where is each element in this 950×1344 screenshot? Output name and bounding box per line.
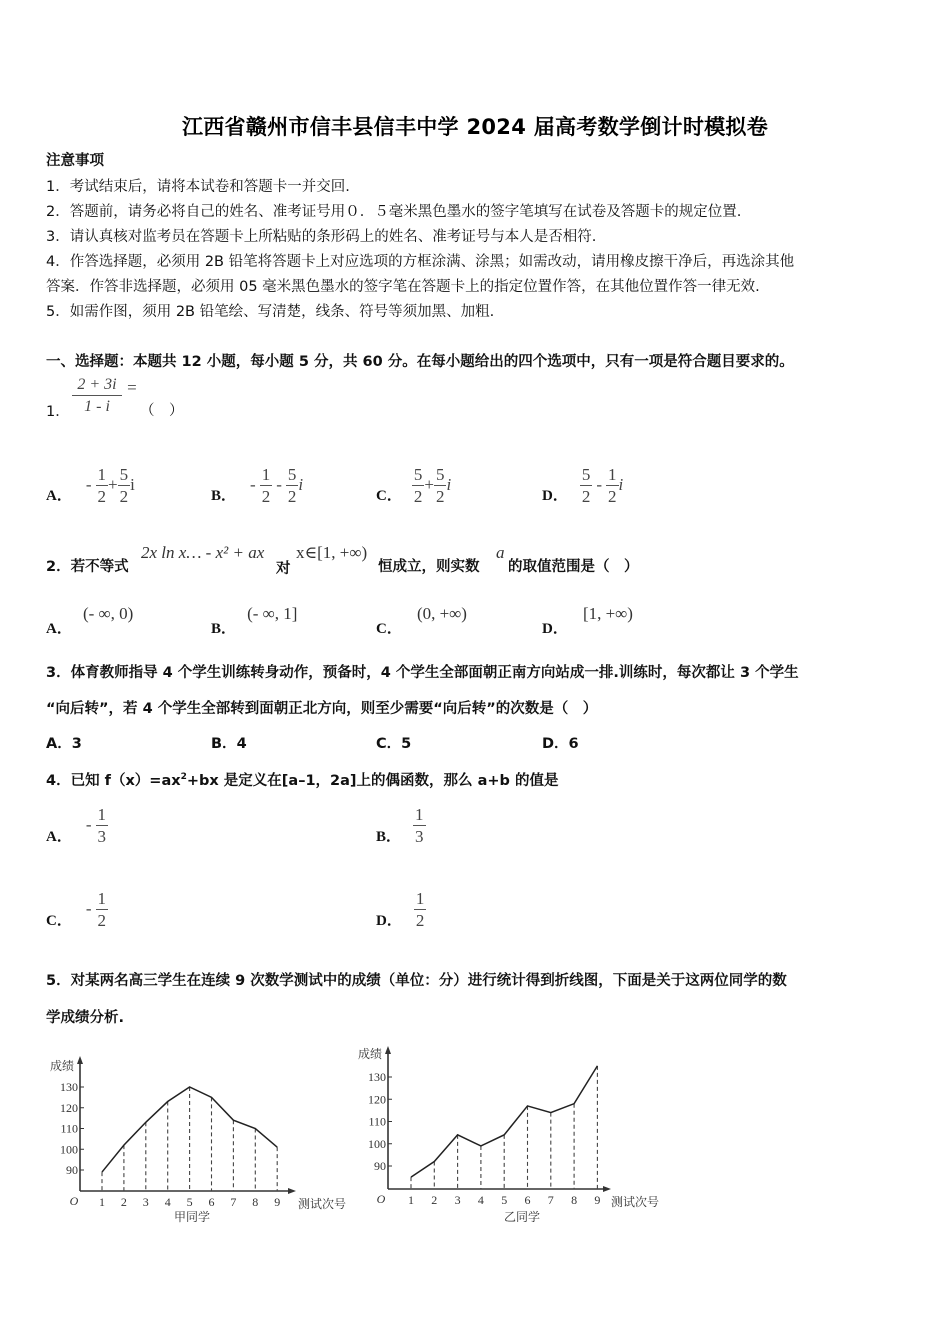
svg-text:成绩: 成绩 [50,1059,75,1073]
svg-text:110: 110 [60,1121,78,1136]
svg-text:4: 4 [164,1195,171,1209]
q1-option-c[interactable]: C． $\frac{5}{2}$ + $\frac{5}{2}$ i [376,464,452,506]
q2-option-d[interactable]: D． [1, +∞) [542,604,633,637]
svg-text:5: 5 [186,1195,193,1209]
svg-text:3: 3 [142,1195,149,1209]
svg-text:100: 100 [368,1136,386,1151]
q4-option-b[interactable]: B． $\frac{1}{3}$ [376,804,424,846]
svg-text:1: 1 [99,1195,105,1209]
svg-text:6: 6 [208,1195,215,1209]
svg-text:O: O [376,1192,386,1206]
page-title: 江西省赣州市信丰县信丰中学 2024 届高考数学倒计时模拟卷 [181,115,769,139]
q5-charts [0,1040,700,1240]
svg-text:2: 2 [431,1193,438,1207]
q2-for: 对 [276,561,291,577]
svg-text:90: 90 [374,1159,386,1173]
svg-text:2: 2 [120,1195,127,1209]
q3-stem-line1: 3．体育教师指导 4 个学生训练转身动作，预备时，4 个学生全部面朝正南方向站成一排.训练时，每次都让 3 个学生 [46,665,799,681]
q1-option-b[interactable]: B． - $\frac{1}{2}$ - $\frac{5}{2}$ i [211,464,304,506]
q1-blank: （ ） [140,403,184,419]
svg-text:乙同学: 乙同学 [503,1210,541,1224]
svg-text:O: O [69,1194,79,1208]
q2-option-a[interactable]: A． (- ∞, 0) [46,604,134,637]
svg-text:6: 6 [524,1193,531,1207]
svg-text:4: 4 [477,1193,484,1207]
svg-text:110: 110 [368,1114,386,1129]
q2-var: a [496,543,505,562]
q1-option-d[interactable]: D． $\frac{5}{2}$ - $\frac{1}{2}$ i [542,464,624,506]
svg-text:8: 8 [571,1193,578,1207]
notice-item-4: 4．作答选择题，必须用 2B 铅笔将答题卡上对应选项的方框涂满、涂黑；如需改动，请用橡皮擦干净后，再选涂其他 [46,254,795,270]
q2-domain: x∈[1, +∞) [296,543,368,562]
svg-text:1: 1 [408,1193,414,1207]
q2-stem-start: 2．若不等式 [46,559,129,575]
notice-item-3: 3．请认真核对监考员在答题卡上所粘贴的条形码上的姓名、准考证号与本人是否相符. [46,229,597,245]
svg-text:7: 7 [547,1193,554,1207]
q2-option-c[interactable]: C． (0, +∞) [376,604,467,637]
q3-option-a[interactable]: A．3 [46,736,82,752]
svg-text:90: 90 [66,1163,78,1177]
q4-option-c[interactable]: C． - $\frac{1}{2}$ [46,888,107,930]
q1-expression: $\frac{2 + 3i}{1 - i}$ = [72,375,137,416]
section-heading: 一、选择题：本题共 12 小题，每小题 5 分，共 60 分。在每小题给出的四个选项中，只有一项是符合题目要求的。 [46,354,794,370]
svg-text:甲同学: 甲同学 [173,1210,211,1224]
svg-text:120: 120 [60,1100,78,1115]
q4-option-a[interactable]: A． - $\frac{1}{3}$ [46,804,107,846]
line-charts [0,1040,700,1240]
svg-text:测试次号: 测试次号 [298,1197,347,1211]
svg-text:3: 3 [454,1193,461,1207]
notice-item-4-cont: 答案．作答非选择题，必须用 05 毫米黑色墨水的签字笔在答题卡上的指定位置作答，在其他位置作答一律无效. [46,279,760,295]
svg-text:9: 9 [274,1195,281,1209]
svg-text:测试次号: 测试次号 [611,1195,660,1209]
q3-option-c[interactable]: C．5 [376,736,412,752]
q5-stem-line1: 5．对某两名高三学生在连续 9 次数学测试中的成绩（单位：分）进行统计得到折线图，下面是关于这两位同学的数 [46,973,787,989]
q5-stem-line2: 学成绩分析. [46,1010,125,1026]
q2-inequality: 2x ln x… - x² + ax [141,543,265,562]
svg-text:5: 5 [501,1193,508,1207]
svg-text:120: 120 [368,1092,386,1107]
q2-tail2: 的取值范围是（ ） [508,559,639,575]
notice-item-1: 1．考试结束后，请将本试卷和答题卡一并交回. [46,179,350,195]
q3-option-d[interactable]: D．6 [542,736,579,752]
notice-item-5: 5．如需作图，须用 2B 铅笔绘、写清楚，线条、符号等须加黑、加粗. [46,304,495,320]
q3-stem-line2: “向后转”，若 4 个学生全部转到面朝正北方向，则至少需要“向后转”的次数是（ ） [46,701,598,717]
q4-option-d[interactable]: D． $\frac{1}{2}$ [376,888,425,930]
q4-stem: 4．已知 $f(x)=ax^2+bx$ 是定义在[a–1，2a]上的偶函数，那么 a+b 的值是 [46,772,559,789]
svg-text:130: 130 [368,1070,386,1084]
q1-fraction: $\frac{2 + 3i}{1 - i}$ [72,375,122,416]
q2-tail: 恒成立，则实数 [378,559,480,575]
svg-text:9: 9 [594,1193,601,1207]
notice-item-2: 2．答题前，请务必将自己的姓名、准考证号用０．５毫米黑色墨水的签字笔填写在试卷及答题卡的规定位置. [46,204,742,220]
notice-heading: 注意事项 [46,153,104,169]
q1-number: 1． [46,404,70,420]
svg-text:7: 7 [230,1195,237,1209]
svg-text:130: 130 [60,1080,78,1094]
q2-option-b[interactable]: B． (- ∞, 1] [211,604,298,637]
q1-option-a[interactable]: A． - $\frac{1}{2}$ + $\frac{5}{2}$ i [46,464,135,506]
svg-text:8: 8 [252,1195,259,1209]
svg-text:成绩: 成绩 [358,1047,383,1061]
svg-text:100: 100 [60,1142,78,1157]
q3-option-b[interactable]: B．4 [211,736,247,752]
